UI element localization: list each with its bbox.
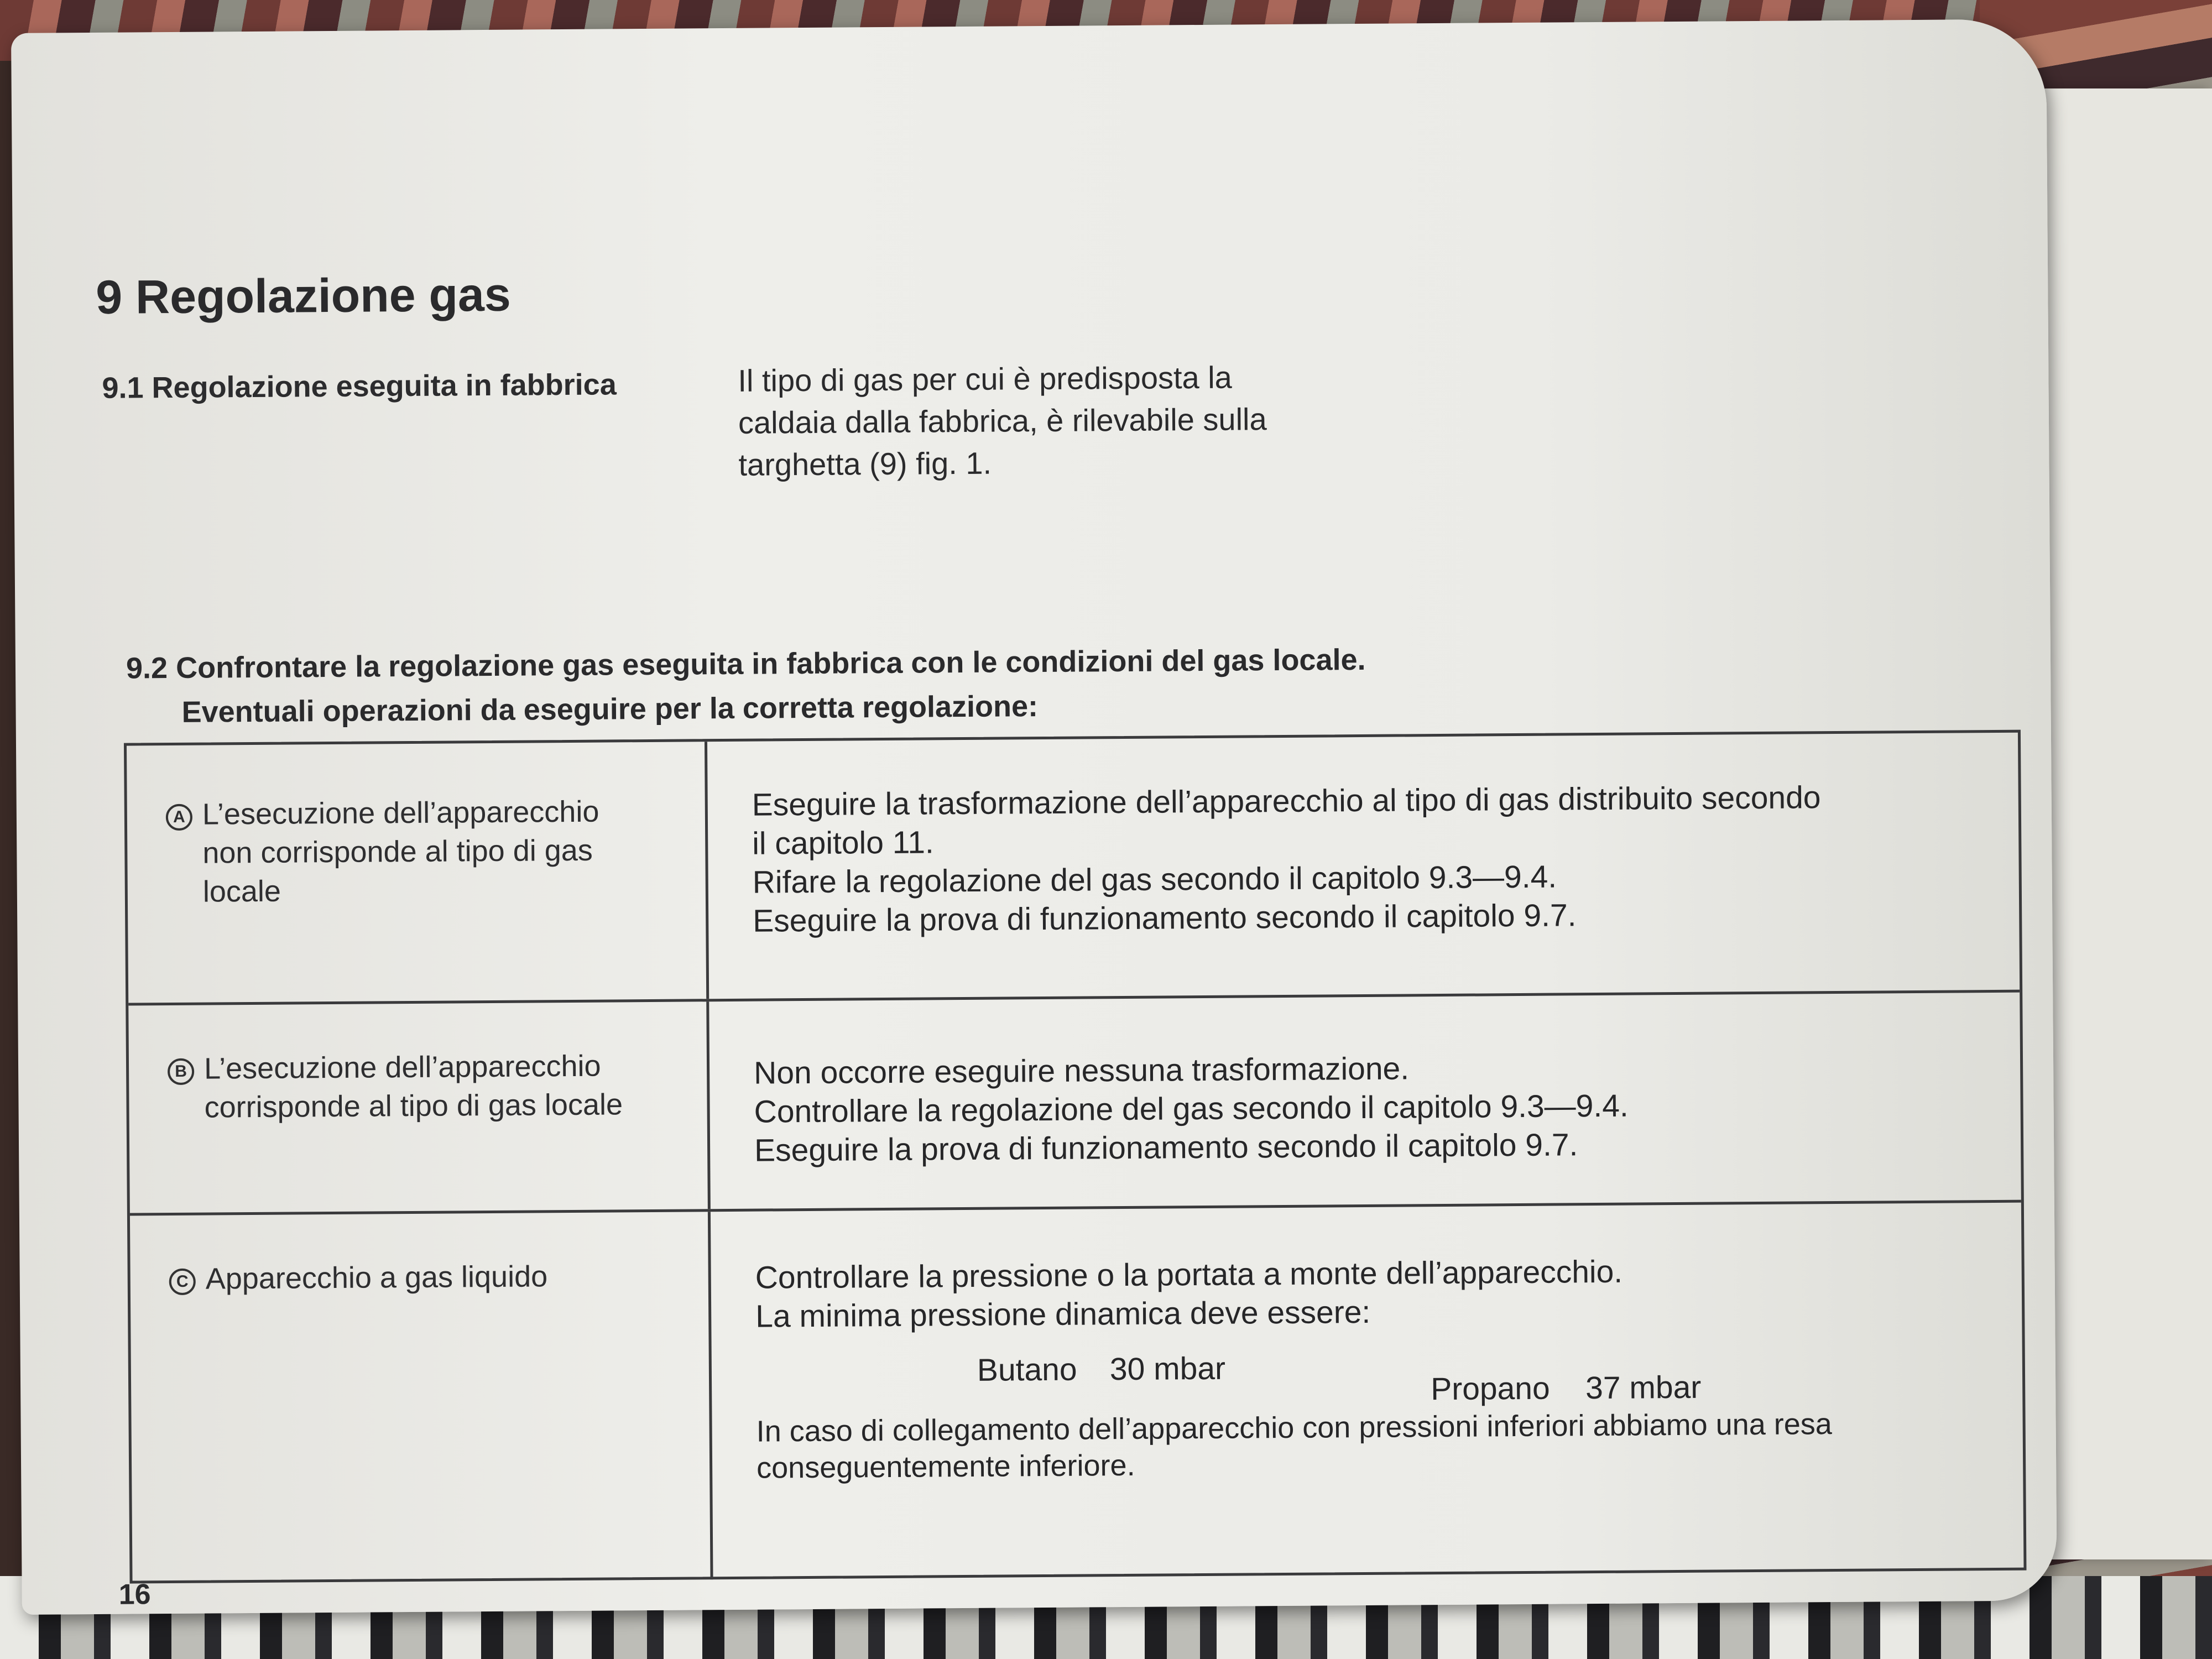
subsection-9-2-heading xyxy=(126,635,1675,735)
table-row-c xyxy=(130,1203,2024,1584)
condition-text: Apparecchio a gas liquido xyxy=(205,1260,548,1296)
butano-value: 30 mbar xyxy=(1109,1350,1226,1387)
action-line: Eseguire la prova di funzionamento secondo il capitolo 9.7. xyxy=(753,898,1577,939)
page-number: 16 xyxy=(118,1578,151,1611)
marker-c-icon: C xyxy=(169,1269,196,1295)
action-line: La minima pressione dinamica deve essere: xyxy=(755,1294,1371,1334)
butano-label: Butano xyxy=(977,1352,1077,1388)
table-row-b xyxy=(128,993,2021,1216)
manual-page xyxy=(11,19,2057,1615)
pressure-values xyxy=(756,1333,2001,1407)
action-line: Controllare la pressione o la portata a monte dell’apparecchio. xyxy=(755,1254,1623,1296)
action-cell xyxy=(707,733,2020,999)
table-row-a xyxy=(127,733,2020,1006)
subsection-9-1-text xyxy=(738,356,1375,486)
action-line: Controllare la regolazione del gas secondo il capitolo 9.3—9.4. xyxy=(754,1088,1629,1130)
condition-cell xyxy=(128,1001,711,1213)
action-line: Eseguire la prova di funzionamento secondo il capitolo 9.7. xyxy=(754,1127,1578,1168)
section-title: 9 Regolazione gas xyxy=(96,268,511,324)
action-cell xyxy=(711,1203,2024,1580)
condition-text: L’esecuzione dell’apparecchio corrisponde al tipo di gas locale xyxy=(204,1049,623,1124)
action-line: Non occorre eseguire nessuna trasformazione. xyxy=(753,1051,1410,1091)
heading-line: Eventuali operazioni da eseguire per la corretta regolazione: xyxy=(181,690,1039,729)
heading-line: 9.2 Confrontare la regolazione gas eseguita in fabbrica con le condizioni del gas locale. xyxy=(126,643,1366,685)
action-line: Rifare la regolazione del gas secondo il capitolo 9.3—9.4. xyxy=(752,859,1557,900)
pressure-note: In caso di collegamento dell’apparecchio con pressioni inferiori abbiamo una resa conseguentemente inferiore. xyxy=(756,1407,1832,1485)
condition-cell xyxy=(130,1212,713,1583)
condition-cell xyxy=(127,742,709,1003)
propano-label: Propano xyxy=(1430,1370,1550,1407)
action-line: Eseguire la trasformazione dell’apparecchio al tipo di gas distribuito secondo xyxy=(752,780,1821,823)
propano-value: 37 mbar xyxy=(1585,1369,1702,1406)
action-line: il capitolo 11. xyxy=(752,825,934,862)
subsection-9-1-heading: 9.1 Regolazione eseguita in fabbrica xyxy=(102,368,617,405)
text-line: targhetta (9) fig. 1. xyxy=(738,445,992,482)
action-cell xyxy=(709,993,2021,1209)
marker-a-icon: A xyxy=(166,804,192,831)
gas-regulation-table xyxy=(124,730,2027,1584)
marker-b-icon: B xyxy=(168,1058,194,1085)
text-line: Il tipo di gas per cui è predisposta la xyxy=(738,359,1233,398)
text-line: caldaia dalla fabbrica, è rilevabile sulla xyxy=(738,401,1267,440)
condition-text: L’esecuzione dell’apparecchio non corrisponde al tipo di gas locale xyxy=(202,795,599,909)
